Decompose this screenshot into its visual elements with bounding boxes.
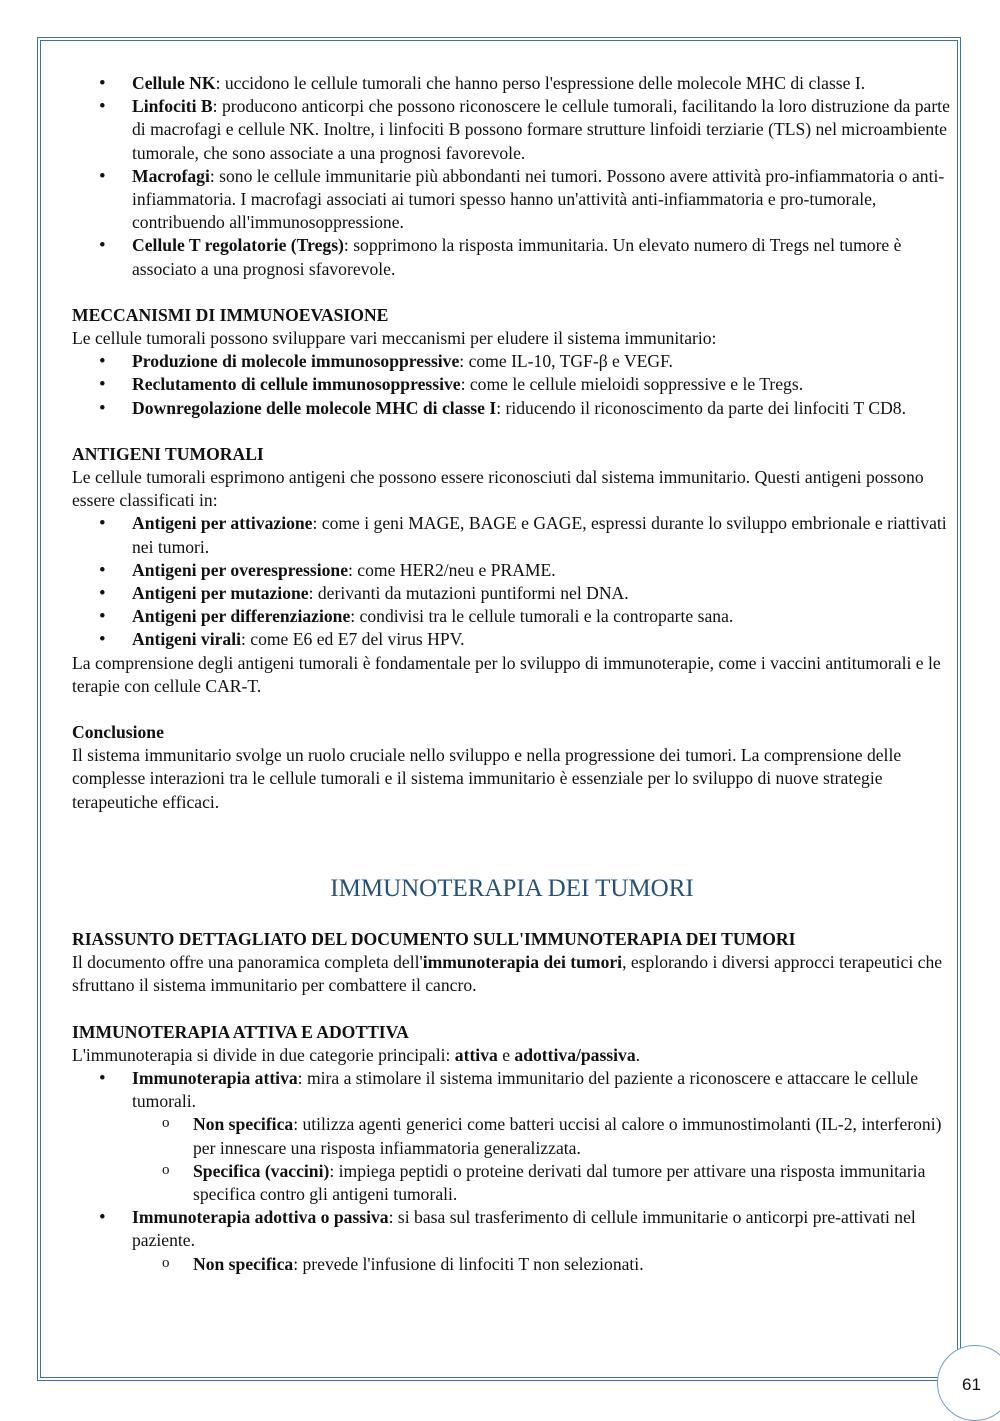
paragraph: Il documento offre una panoramica completa dell'immunoterapia dei tumori, esplorando i diversi approcci terapeutici che sfruttano il sistema immunitario per combattere il cancro. bbox=[72, 952, 943, 996]
list-item: • Antigeni virali: come E6 ed E7 del virus HPV. bbox=[72, 628, 952, 651]
section-heading-conclusion: Conclusione bbox=[72, 722, 164, 743]
chapter-title: IMMUNOTERAPIA DEI TUMORI bbox=[330, 874, 694, 902]
sub-list-item: o Non specifica: utilizza agenti generici come batteri uccisi al calore o immunostimolanti (IL-2, interferoni) per innescare una risposta infiammatoria generalizzata. bbox=[132, 1113, 952, 1159]
list-item: • Produzione di molecole immunosoppressive: come IL-10, TGF-β e VEGF. bbox=[72, 350, 952, 373]
paragraph: Le cellule tumorali possono sviluppare vari meccanismi per eludere il sistema immunitario: bbox=[72, 328, 717, 349]
page-content bbox=[72, 72, 952, 1276]
list-item: • Antigeni per differenziazione: condivisi tra le cellule tumorali e la controparte sana. bbox=[72, 605, 952, 628]
list-item: • Downregolazione delle molecole MHC di classe I: riducendo il riconoscimento da parte dei linfociti T CD8. bbox=[72, 397, 952, 420]
sub-list bbox=[132, 1253, 952, 1276]
paragraph: L'immunoterapia si divide in due categorie principali: attiva e adottiva/passiva. bbox=[72, 1044, 641, 1065]
list-item: • Cellule T regolatorie (Tregs): sopprimono la risposta immunitaria. Un elevato numero di Tregs nel tumore è associato a una prognosi sfavorevole. bbox=[72, 234, 952, 280]
list-item: • Immunoterapia attiva: mira a stimolare il sistema immunitario del paziente a riconoscere e attaccare le cellule tumorali. o Non specifica: utilizza agenti generici come batteri uccisi al calore o immunostimolanti (IL-2, interferoni) per innescare una risposta infiammatoria generalizzata. o Specifica (vaccini): impiega peptidi o proteine derivati dal tumore per attivare una risposta immunitaria specifica contro gli antigeni tumorali. bbox=[72, 1067, 952, 1206]
list-item: • Linfociti B: producono anticorpi che possono riconoscere le cellule tumorali, facilitando la loro distruzione da parte di macrofagi e cellule NK. Inoltre, i linfociti B possono formare strutture linfoidi terziarie (TLS) nel microambiente tumorale, che sono associate a una prognosi favorevole. bbox=[72, 95, 952, 165]
sub-list-item: o Specifica (vaccini): impiega peptidi o proteine derivati dal tumore per attivare una risposta immunitaria specifica contro gli antigeni tumorali. bbox=[132, 1160, 952, 1206]
section-heading-antigens: ANTIGENI TUMORALI bbox=[72, 443, 264, 464]
section-heading-active-adoptive: IMMUNOTERAPIA ATTIVA E ADOTTIVA bbox=[72, 1021, 409, 1042]
list-item: • Cellule NK: uccidono le cellule tumorali che hanno perso l'espressione delle molecole MHC di classe I. bbox=[72, 72, 952, 95]
list-item: • Macrofagi: sono le cellule immunitarie più abbondanti nei tumori. Possono avere attività pro-infiammatoria o anti-infiammatoria. I macrofagi associati ai tumori spesso hanno un'attività anti-infiammatoria e pro-tumorale, contribuendo all'immunosoppressione. bbox=[72, 165, 952, 235]
section-heading-summary: RIASSUNTO DETTAGLIATO DEL DOCUMENTO SULL'IMMUNOTERAPIA DEI TUMORI bbox=[72, 928, 796, 949]
sub-list-item: o Non specifica: prevede l'infusione di linfociti T non selezionati. bbox=[132, 1253, 952, 1276]
antigens-list bbox=[72, 512, 952, 651]
sub-list bbox=[132, 1113, 952, 1206]
list-item: • Antigeni per attivazione: come i geni MAGE, BAGE e GAGE, espressi durante lo sviluppo embrionale e riattivati nei tumori. bbox=[72, 512, 952, 558]
page-number: 61 bbox=[962, 1375, 981, 1394]
paragraph: Il sistema immunitario svolge un ruolo cruciale nello sviluppo e nella progressione dei tumori. La comprensione delle complesse interazioni tra le cellule tumorali e il sistema immunitario è essenziale per lo sviluppo di nuove strategie terapeutiche efficaci. bbox=[72, 745, 902, 812]
immunoevasion-list bbox=[72, 350, 952, 420]
immune-cells-list bbox=[72, 72, 952, 281]
list-item: • Antigeni per mutazione: derivanti da mutazioni puntiformi nel DNA. bbox=[72, 582, 952, 605]
section-heading-immunoevasion: MECCANISMI DI IMMUNOEVASIONE bbox=[72, 304, 389, 325]
list-item: • Antigeni per overespressione: come HER2/neu e PRAME. bbox=[72, 559, 952, 582]
paragraph: La comprensione degli antigeni tumorali è fondamentale per lo sviluppo di immunoterapie, come i vaccini antitumorali e le terapie con cellule CAR-T. bbox=[72, 652, 941, 696]
paragraph: Le cellule tumorali esprimono antigeni che possono essere riconosciuti dal sistema immunitario. Questi antigeni possono essere classificati in: bbox=[72, 467, 924, 511]
immunotherapy-list bbox=[72, 1067, 952, 1276]
list-item: • Immunoterapia adottiva o passiva: si basa sul trasferimento di cellule immunitarie o anticorpi pre-attivati nel paziente. o Non specifica: prevede l'infusione di linfociti T non selezionati. bbox=[72, 1206, 952, 1276]
list-item: • Reclutamento di cellule immunosoppressive: come le cellule mieloidi soppressive e le Tregs. bbox=[72, 373, 952, 396]
